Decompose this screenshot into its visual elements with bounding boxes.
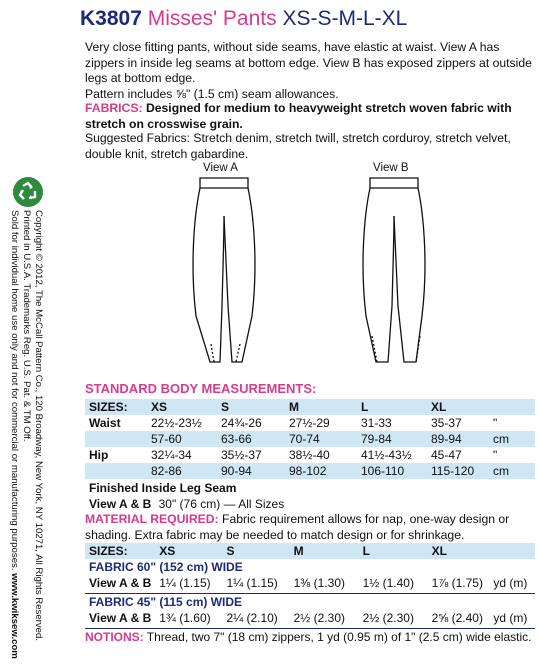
table-row (85, 463, 535, 479)
fabric-45-row (85, 610, 535, 626)
cell: 79-84 (357, 431, 427, 447)
pattern-title: Misses' Pants (147, 7, 277, 30)
cell: 38½-40 (289, 448, 330, 462)
row-label: View A & B (89, 611, 152, 625)
fabrics-paragraph (85, 101, 535, 132)
size-s: S (217, 399, 285, 415)
cell: 1⅞ (1.75) (431, 576, 483, 590)
unit: cm (489, 463, 535, 479)
fabric-45-heading: FABRIC 45" (115 cm) WIDE (89, 595, 243, 609)
size-m: M (290, 543, 359, 559)
fabric-60-heading: FABRIC 60" (152 cm) WIDE (89, 560, 243, 574)
cell: 31-33 (361, 416, 392, 430)
pattern-header (80, 6, 407, 32)
cell: 63-66 (217, 431, 285, 447)
cell: 89-94 (427, 431, 489, 447)
cell: 106-110 (357, 463, 427, 479)
unit: yd (m) (493, 576, 528, 590)
cell: 41½-43½ (361, 448, 412, 462)
table-row (85, 431, 535, 447)
cell: 82-86 (147, 463, 217, 479)
cell: 2¼ (2.10) (226, 611, 278, 625)
cell: 1¾ (1.60) (159, 611, 211, 625)
row-label (85, 463, 147, 479)
table-row (85, 415, 535, 431)
size-l: L (359, 543, 428, 559)
row-label (85, 431, 147, 447)
measurements-table (85, 399, 535, 479)
fabrics-text: Designed for medium to heavyweight stretch woven fabric with stretch on crosswise grain. (85, 101, 512, 131)
view-a-drawing (180, 176, 270, 372)
view-b-drawing (350, 176, 440, 372)
cell: 2½ (2.30) (293, 611, 345, 625)
pattern-sizes: XS-S-M-L-XL (282, 7, 408, 30)
notions-line (85, 630, 535, 644)
cell: 57-60 (147, 431, 217, 447)
cell: 1½ (1.40) (362, 576, 414, 590)
fabrics-label: FABRICS: (85, 101, 143, 115)
table-row (85, 447, 535, 463)
sizes-row (85, 399, 535, 415)
cell: 70-74 (285, 431, 357, 447)
cell: 32¼-34 (151, 448, 192, 462)
unit: " (493, 448, 498, 462)
row-label: Hip (89, 448, 109, 462)
size-s: S (222, 543, 289, 559)
cell: 35-37 (431, 416, 462, 430)
notions-text: Thread, two 7" (18 cm) zippers, 1 yd (0.95 m) of 1" (2.5 cm) wide elastic. (146, 630, 532, 644)
row-label: Waist (89, 416, 121, 430)
size-xs: XS (155, 543, 222, 559)
seam-allowance: Pattern includes ⅝" (1.5 cm) seam allowances. (85, 87, 339, 101)
fabric-table (85, 543, 535, 629)
description: Very close fitting pants, without side seams, have elastic at waist. View A has zippers in inside leg seams at bottom edge. View B has exposed zippers at outside legs at bottom edge. (85, 40, 532, 85)
copyright-line: Copyright © 2012, The McCall Pattern Co., 120 Broadway, New York, NY 10271, All Rights Reserved. (33, 210, 44, 642)
cell: 115-120 (427, 463, 489, 479)
copyright-sidebar (0, 210, 44, 670)
size-xl: XL (427, 399, 489, 415)
usage-line (8, 210, 20, 659)
sizes-label: SIZES: (85, 543, 155, 559)
view-a-label: View A (203, 162, 238, 174)
trademark-line: Printed in U.S.A. Trademarks Reg. U.S. Pat. & TM Off. (21, 210, 32, 442)
inseam-value: 30" (76 cm) — All Sizes (158, 497, 285, 511)
inseam-label: View A & B (89, 497, 152, 511)
usage-text: Sold for individual home use only and not for commercial or manufacturing purposes. (9, 210, 20, 571)
size-xl: XL (428, 543, 490, 559)
cell: 2⅝ (2.40) (431, 611, 483, 625)
measurements-heading: STANDARD BODY MEASUREMENTS: (85, 381, 317, 396)
pattern-number: K3807 (80, 7, 142, 30)
cell: 2½ (2.30) (362, 611, 414, 625)
fabric-60-row (85, 575, 535, 591)
recycle-icon (12, 176, 44, 208)
inseam-row (89, 497, 284, 511)
cell: 24¾-26 (221, 416, 262, 430)
fabric-45-heading-row (85, 594, 535, 611)
size-xs: XS (147, 399, 217, 415)
website-text: www.kwiksew.com (9, 573, 20, 659)
sizes-label: SIZES: (85, 399, 147, 415)
fabric-sizes-row (85, 543, 535, 559)
material-paragraph (85, 512, 535, 543)
cell: 1¼ (1.15) (226, 576, 278, 590)
cell: 45-47 (431, 448, 462, 462)
notions-label: NOTIONS: (85, 630, 144, 644)
material-text: Fabric requirement allows for nap, one-way design or shading. Extra fabric may be needed to match design or for shrinkage. (85, 512, 510, 542)
size-l: L (357, 399, 427, 415)
row-label: View A & B (89, 576, 152, 590)
cell: 1¼ (1.15) (159, 576, 211, 590)
material-label: MATERIAL REQUIRED: (85, 512, 219, 526)
cell: 35½-37 (221, 448, 262, 462)
cell: 27½-29 (289, 416, 330, 430)
cell: 1⅜ (1.30) (293, 576, 345, 590)
suggested-fabrics: Suggested Fabrics: Stretch denim, stretch twill, stretch corduroy, stretch velvet, double knit, stretch gabardine. (85, 131, 511, 161)
cell: 98-102 (285, 463, 357, 479)
inseam-heading: Finished Inside Leg Seam (89, 481, 237, 495)
unit: " (493, 416, 498, 430)
unit: cm (489, 431, 535, 447)
cell: 22½-23½ (151, 416, 202, 430)
fabric-60-heading-row (85, 559, 535, 575)
cell: 90-94 (217, 463, 285, 479)
unit: yd (m) (493, 611, 528, 625)
view-b-label: View B (373, 162, 409, 174)
size-m: M (285, 399, 357, 415)
